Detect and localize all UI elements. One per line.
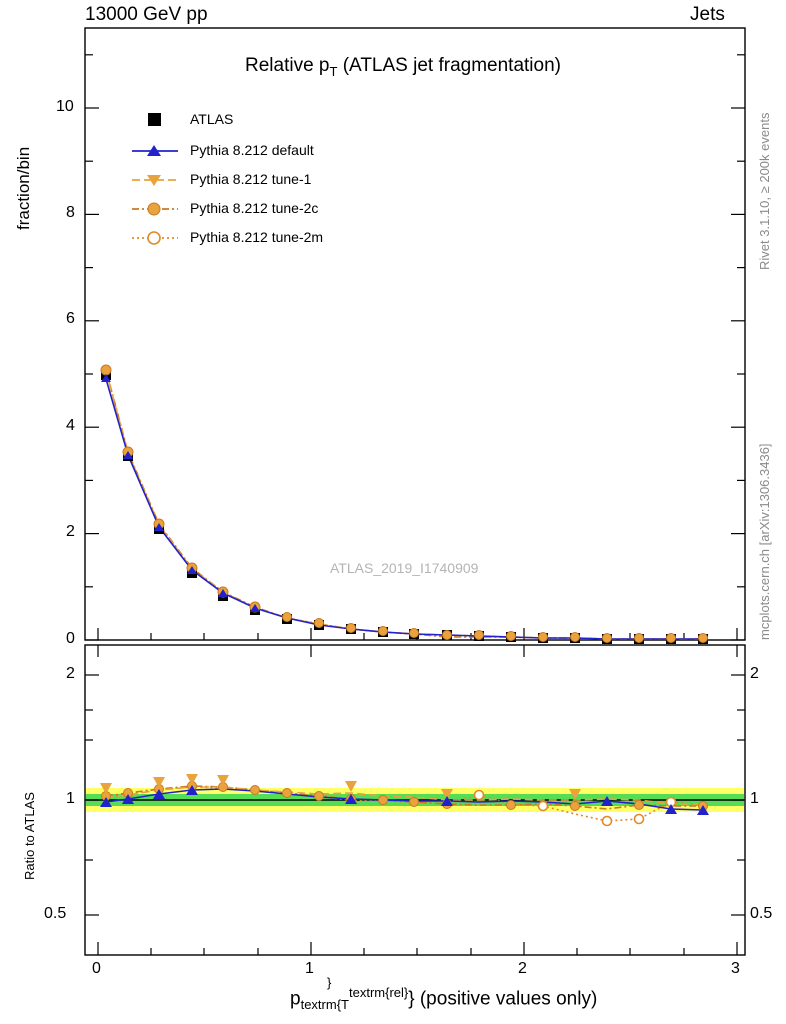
x-axis-label xyxy=(290,985,597,1012)
plot-title-main: Relative p xyxy=(245,55,330,76)
main-ytick-4: 4 xyxy=(66,417,75,434)
main-ytick-8: 8 xyxy=(66,204,75,221)
main-ytick-6: 6 xyxy=(66,310,75,327)
main-atlas-markers xyxy=(101,370,708,644)
x-axis-label-sup: textrm{rel} xyxy=(348,985,409,1000)
ratio-ytick-05-right: 0.5 xyxy=(750,905,773,922)
ratio-ytick-1-left: 1 xyxy=(66,790,75,807)
ratio-ytick-05-left: 0.5 xyxy=(44,905,67,922)
legend-item-atlas: ATLAS xyxy=(190,111,234,127)
ratio-ytick-2-left: 2 xyxy=(66,665,75,682)
x-axis-label-sub: textrm{T xyxy=(300,997,349,1013)
legend-item-tune-1: Pythia 8.212 tune-1 xyxy=(190,171,312,187)
xtick-1: 1 xyxy=(305,960,314,977)
main-tune-markers xyxy=(101,365,708,643)
x-axis-label-rest: } (positive values only) xyxy=(408,988,598,1010)
header-left: 13000 GeV pp xyxy=(85,4,208,25)
analysis-watermark: ATLAS_2019_I1740909 xyxy=(330,560,479,576)
main-plot-frame xyxy=(85,28,745,640)
rivet-version-label: Rivet 3.1.10, ≥ 200k events xyxy=(757,112,772,270)
main-ytick-10: 10 xyxy=(56,98,74,115)
legend-markers xyxy=(132,113,178,244)
plot-title-sub: T xyxy=(329,63,338,79)
xtick-2: 2 xyxy=(518,960,527,977)
ratio-ytick-2-right: 2 xyxy=(750,665,759,682)
main-y-ticks xyxy=(85,55,745,640)
main-ytick-2: 2 xyxy=(66,523,75,540)
plot-title-rest: (ATLAS jet fragmentation) xyxy=(337,55,561,76)
ratio-ytick-1-right: 1 xyxy=(750,790,759,807)
legend-item-tune-2c: Pythia 8.212 tune-2c xyxy=(190,200,319,216)
main-default-markers xyxy=(101,374,260,612)
header-right: Jets xyxy=(690,4,725,25)
mcplots-source-label: mcplots.cern.ch [arXiv:1306.3436] xyxy=(757,443,772,640)
legend-item-tune-2m: Pythia 8.212 tune-2m xyxy=(190,229,324,245)
main-series-curves xyxy=(106,370,703,639)
x-axis-label-brace: } xyxy=(327,975,332,990)
legend-item-default: Pythia 8.212 default xyxy=(190,142,314,158)
main-ytick-0: 0 xyxy=(66,630,75,647)
main-y-axis-label: fraction/bin xyxy=(14,146,33,230)
ratio-y-axis-label: Ratio to ATLAS xyxy=(22,792,37,880)
xtick-3: 3 xyxy=(731,960,740,977)
xtick-0: 0 xyxy=(92,960,101,977)
x-axis-label-main: p xyxy=(290,988,301,1010)
